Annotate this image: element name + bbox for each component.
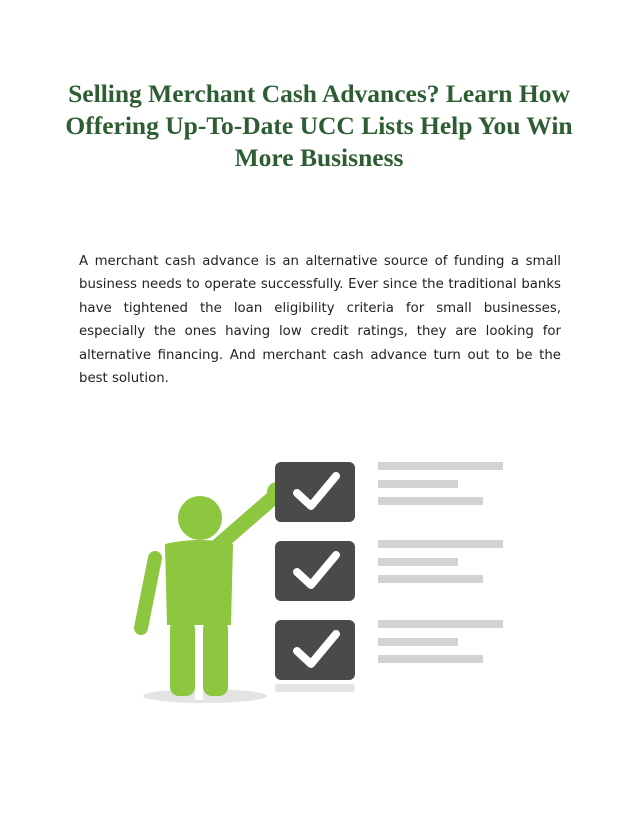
text-line-icon [378,638,458,646]
document-title: Selling Merchant Cash Advances? Learn How Offering Up-To-Date UCC Lists Help You Win More Busisness [65,79,573,172]
intro-paragraph: A merchant cash advance is an alternative source of funding a small business needs to operate successfully. Ever since the traditional banks have tightened the loan eligibility criteria for small businesses, especially the ones having low credit ratings, they are looking for alternative financing. And merchant cash advance turn out to be the best solution. [79,254,561,387]
checklist-row [275,540,503,601]
box-shadow-icon [275,684,355,692]
person-pointing-icon [141,482,287,700]
text-line-icon [378,655,483,663]
text-line-icon [378,575,483,583]
checkbox-icon [275,462,355,522]
checklist-illustration [125,440,525,715]
text-line-icon [378,480,458,488]
checklist-row [275,620,503,680]
checklist-row [275,462,503,522]
text-line-icon [378,620,503,628]
checkbox-icon [275,620,355,680]
text-line-icon [378,558,458,566]
checkbox-icon [275,541,355,601]
text-line-icon [378,540,503,548]
text-line-icon [378,497,483,505]
text-line-icon [378,462,503,470]
